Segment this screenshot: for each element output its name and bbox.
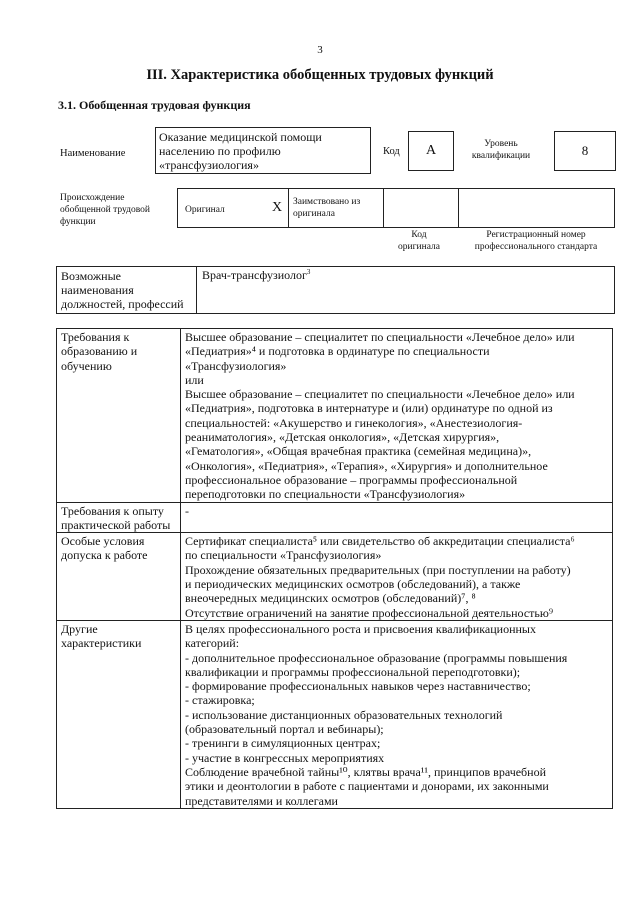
text-line: внеочередных медицинских осмотров (обследований)⁷, ⁸ [185, 591, 476, 606]
positions-label-line: Возможные [61, 269, 121, 283]
positions-label-line: должностей, профессий [61, 297, 184, 312]
text-line: Высшее образование – специалитет по специальности «Лечебное дело» или [185, 387, 575, 402]
code-value: А [425, 143, 437, 158]
text-line: В целях профессионального роста и присвоения квалификационных [185, 621, 536, 636]
code-original-caption-line: Код [411, 230, 427, 240]
text-line: «Трансфузиология» [185, 358, 287, 373]
origin-label-line: обобщенной трудовой [60, 205, 150, 215]
level-label-line: Уровень [484, 139, 518, 149]
positions-box [56, 266, 615, 314]
subsection-title: 3.1. Обобщенная трудовая функция [58, 98, 251, 112]
origin-label-line: функции [60, 217, 96, 227]
text-line: (образовательный портал и вебинары); [185, 722, 384, 737]
requirement-value [181, 620, 613, 808]
text-line: - участие в конгрессных мероприятиях [185, 750, 385, 765]
origin-box [177, 188, 615, 228]
requirement-label: Другие характеристики [57, 620, 181, 808]
positions-label [61, 269, 184, 312]
text-line: Прохождение обязательных предварительных (при поступлении на работу) [185, 562, 571, 577]
requirement-label: Требования к опыту практической работы [57, 502, 181, 533]
borrowed-label-line: оригинала [293, 209, 335, 219]
positions-label-line: наименования [61, 283, 134, 298]
table-row [57, 502, 613, 533]
code-label: Код [383, 146, 400, 157]
reg-number-caption-line: Регистрационный номер [486, 230, 586, 240]
requirement-label: Требования к образованию и обучению [57, 329, 181, 503]
reg-number-caption [458, 229, 614, 253]
level-value: 8 [581, 143, 589, 158]
text-line: этики и деонтологии в работе с пациентами и донорами, их законными [185, 779, 549, 794]
original-mark: Х [272, 200, 283, 215]
text-line: - формирование профессиональных навыков через наставничество; [185, 679, 531, 694]
text-line: «Педиатрия»⁴ и подготовка в ординатуре по специальности [185, 344, 490, 359]
text-line: - [185, 503, 189, 518]
origin-label-line: Происхождение [60, 193, 125, 203]
code-value-box [408, 131, 454, 171]
reg-number-caption-line: профессионального стандарта [474, 242, 598, 252]
positions-value [202, 268, 310, 282]
text-line: по специальности «Трансфузиология» [185, 548, 382, 563]
text-line: специальностей: «Акушерство и гинекология», «Анестезиология- [185, 415, 523, 430]
text-line: - тренинги в симуляционных центрах; [185, 736, 381, 751]
text-line: - дополнительное профессиональное образование (программы повышения [185, 650, 568, 665]
page-number: 3 [317, 44, 323, 56]
level-value-box [554, 131, 616, 171]
function-name-line: Оказание медицинской помощи [159, 130, 322, 144]
text-line: Высшее образование – специалитет по специальности «Лечебное дело» или [185, 330, 575, 344]
code-original-caption [384, 229, 454, 253]
position-footnote: 3 [306, 268, 311, 276]
text-line: Отсутствие ограничений на занятие профессиональной деятельностью⁹ [185, 605, 554, 620]
requirement-value [181, 533, 613, 621]
original-label: Оригинал [185, 205, 225, 215]
table-row [57, 620, 613, 808]
text-line: переподготовки по специальности «Трансфузиология» [185, 487, 466, 502]
text-line: Соблюдение врачебной тайны¹⁰, клятвы врача¹¹, принципов врачебной [185, 764, 547, 779]
text-line: - стажировка; [185, 693, 255, 708]
requirement-label: Особые условия допуска к работе [57, 533, 181, 621]
text-line: квалификации и программы профессиональной переподготовки); [185, 664, 521, 679]
function-name-line: населению по профилю [159, 144, 281, 159]
level-label [458, 138, 544, 162]
text-line: категорий: [185, 636, 240, 651]
text-line: реаниматология», «Детская онкология», «Детская хирургия», [185, 430, 500, 445]
function-name-box [155, 127, 371, 174]
text-line: или [185, 372, 204, 387]
requirement-value [181, 329, 613, 503]
table-row [57, 329, 613, 503]
borrowed-label [293, 196, 360, 220]
text-line: Сертификат специалиста⁵ или свидетельство об аккредитации специалиста⁶ [185, 534, 575, 549]
text-line: «Онкология», «Педиатрия», «Терапия», «Хирургия» и дополнительное [185, 458, 548, 473]
text-line: «Педиатрия», подготовка в интернатуре и (или) ординатуре по одной из [185, 401, 553, 416]
borrowed-label-line: Заимствовано из [293, 197, 361, 207]
name-label: Наименование [60, 148, 126, 159]
text-line: и периодических медицинских осмотров (обследований), а также [185, 577, 521, 592]
position-title: Врач-трансфузиолог [202, 268, 307, 282]
function-name-line: «трансфузиология» [159, 158, 259, 173]
origin-label [60, 192, 150, 228]
section-title: III. Характеристика обобщенных трудовых функций [146, 67, 494, 83]
text-line: профессиональное образование – программы профессиональной [185, 472, 518, 487]
requirement-value [181, 502, 613, 533]
level-label-line: квалификации [471, 151, 531, 161]
requirements-table [56, 328, 613, 809]
text-line: «Гематология», «Общая врачебная практика (семейная медицина)», [185, 444, 532, 459]
text-line: - использование дистанционных образовательных технологий [185, 707, 503, 722]
table-row [57, 533, 613, 621]
text-line: представителями и коллегами [185, 793, 338, 808]
code-original-caption-line: оригинала [398, 242, 440, 252]
